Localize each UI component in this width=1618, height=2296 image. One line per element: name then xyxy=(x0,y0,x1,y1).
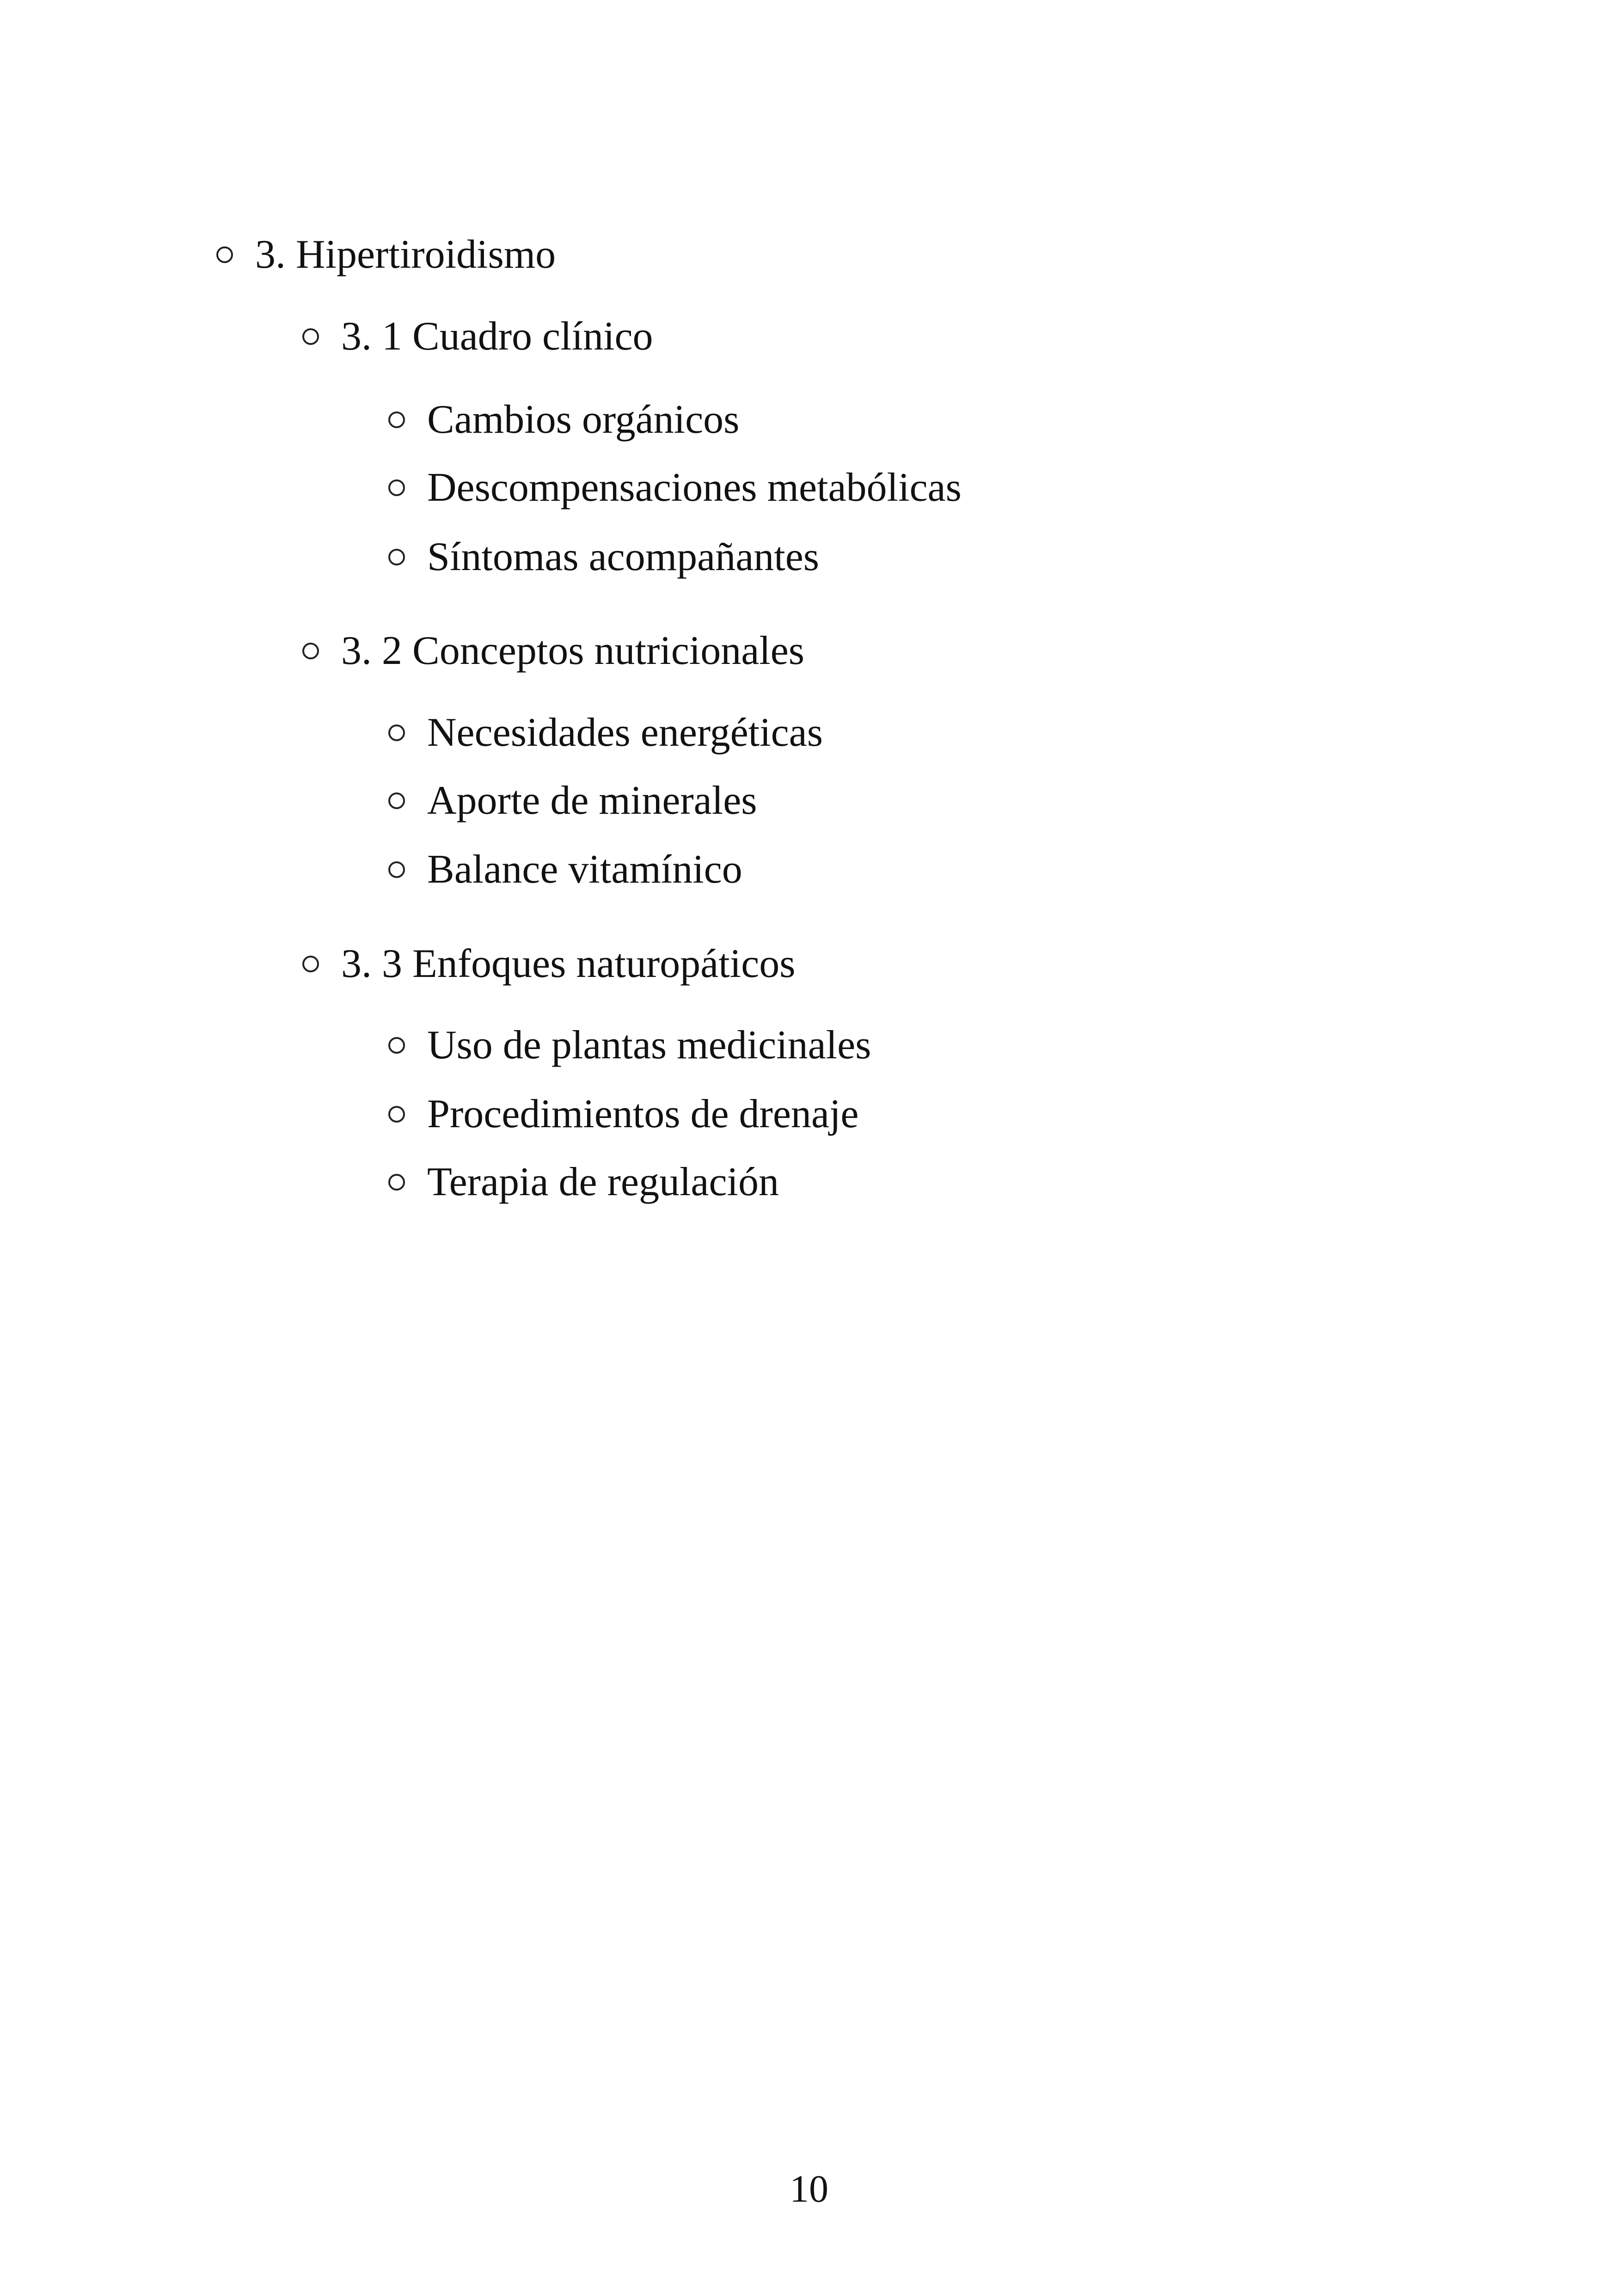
outline-item xyxy=(388,462,962,513)
outline-item xyxy=(388,844,742,895)
outline-item-label: Uso de plantas medicinales xyxy=(427,1023,871,1068)
circle-bullet-icon xyxy=(388,792,405,809)
outline-item-label: Cambios orgánicos xyxy=(427,397,740,442)
outline-item-label: Terapia de regulación xyxy=(427,1160,779,1204)
outline-item-subsection-3-3 xyxy=(302,939,795,989)
outline-item-label: Aporte de minerales xyxy=(427,778,757,823)
outline-item-subsection-3-1 xyxy=(302,311,653,362)
circle-bullet-icon xyxy=(388,1106,405,1123)
circle-bullet-icon xyxy=(388,861,405,878)
outline-item-label: Descompensaciones metabólicas xyxy=(427,465,962,510)
page-number: 10 xyxy=(790,2167,828,2210)
circle-bullet-icon xyxy=(216,246,233,263)
outline-item-label: Síntomas acompañantes xyxy=(427,534,820,579)
outline-item xyxy=(388,532,819,583)
outline-item-label: 3. Hipertiroidismo xyxy=(255,232,556,277)
outline-item xyxy=(388,775,757,826)
circle-bullet-icon xyxy=(388,411,405,428)
circle-bullet-icon xyxy=(302,956,319,972)
circle-bullet-icon xyxy=(388,549,405,565)
circle-bullet-icon xyxy=(302,328,319,345)
outline-item xyxy=(388,1157,779,1208)
circle-bullet-icon xyxy=(388,1174,405,1191)
outline-item-label: 3. 2 Conceptos nutricionales xyxy=(341,628,805,673)
outline-item-label: 3. 3 Enfoques naturopáticos xyxy=(341,941,796,986)
circle-bullet-icon xyxy=(388,479,405,496)
outline-item-label: 3. 1 Cuadro clínico xyxy=(341,314,653,359)
outline-item-label: Procedimientos de drenaje xyxy=(427,1092,859,1136)
circle-bullet-icon xyxy=(388,1037,405,1054)
outline-item-section-3 xyxy=(216,229,556,280)
outline-item xyxy=(388,1020,871,1071)
outline-item-label: Necesidades energéticas xyxy=(427,710,823,755)
circle-bullet-icon xyxy=(388,724,405,741)
outline-item xyxy=(388,1089,858,1140)
circle-bullet-icon xyxy=(302,643,319,659)
outline-item-label: Balance vitamínico xyxy=(427,847,742,892)
outline-item xyxy=(388,394,739,445)
outline-item-subsection-3-2 xyxy=(302,626,804,676)
outline-item xyxy=(388,707,823,758)
